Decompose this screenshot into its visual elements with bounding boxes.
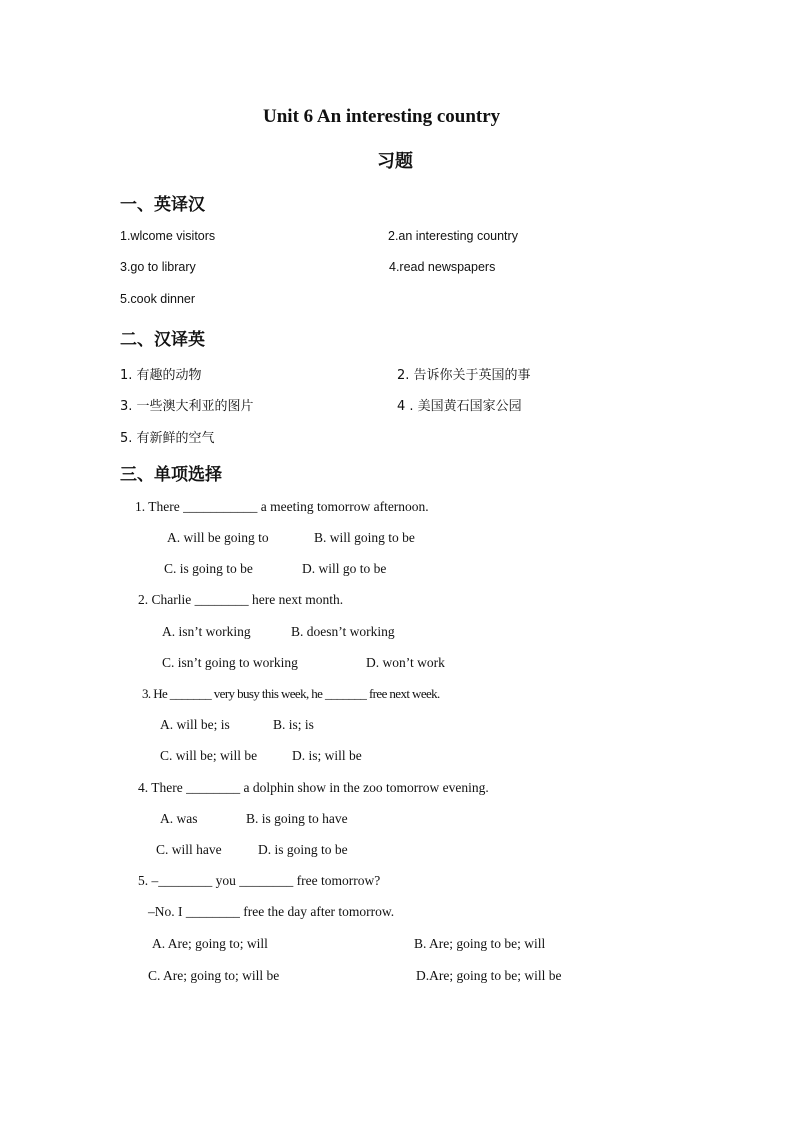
q5-option-b: B. Are; going to be; will — [414, 936, 546, 951]
s1-item-3: 3.go to library — [120, 260, 196, 274]
q2-stem: 2. Charlie ________ here next month. — [138, 592, 344, 607]
q4-option-a: A. was — [160, 811, 198, 826]
q5-option-d: D.Are; going to be; will be — [416, 968, 562, 983]
s2-item-1: 1. 有趣的动物 — [120, 368, 202, 383]
section-1-heading: 一、英译汉 — [120, 195, 205, 215]
section-2-heading: 二、汉译英 — [120, 330, 205, 350]
s2-item-4: 4 . 美国黄石国家公园 — [397, 399, 522, 414]
s2-item-3: 3. 一些澳大利亚的图片 — [120, 399, 254, 414]
s1-item-4: 4.read newspapers — [389, 260, 496, 274]
q3-option-b: B. is; is — [273, 717, 314, 732]
section-3-heading: 三、单项选择 — [120, 465, 222, 485]
q2-option-a: A. isn’t working — [162, 624, 251, 639]
q4-option-c: C. will have — [156, 842, 222, 857]
q3-option-a: A. will be; is — [160, 717, 230, 732]
q4-option-d: D. is going to be — [258, 842, 348, 857]
s1-item-5: 5.cook dinner — [120, 292, 196, 306]
q1-option-a: A. will be going to — [167, 530, 269, 545]
q2-option-d: D. won’t work — [366, 655, 445, 670]
worksheet-subtitle: 习题 — [377, 151, 413, 172]
q1-option-d: D. will go to be — [302, 561, 387, 576]
q5-option-c: C. Are; going to; will be — [148, 968, 280, 983]
q1-option-c: C. is going to be — [164, 561, 253, 576]
q1-stem: 1. There ___________ a meeting tomorrow afternoon. — [135, 499, 429, 514]
q4-stem: 4. There ________ a dolphin show in the zoo tomorrow evening. — [138, 780, 489, 795]
s1-item-1: 1.wlcome visitors — [120, 229, 216, 243]
q5-answer-line: –No. I ________ free the day after tomorrow. — [148, 904, 395, 919]
q4-option-b: B. is going to have — [246, 811, 348, 826]
q2-option-c: C. isn’t going to working — [162, 655, 298, 670]
q3-stem: 3. He _______ very busy this week, he _______ free next week. — [142, 686, 440, 701]
q5-option-a: A. Are; going to; will — [152, 936, 268, 951]
s2-item-5: 5. 有新鲜的空气 — [120, 431, 215, 446]
q3-option-d: D. is; will be — [292, 748, 362, 763]
worksheet-title: Unit 6 An interesting country — [263, 106, 501, 127]
s2-item-2: 2. 告诉你关于英国的事 — [397, 368, 531, 383]
q2-option-b: B. doesn’t working — [291, 624, 395, 639]
q1-option-b: B. will going to be — [314, 530, 415, 545]
q5-stem: 5. –________ you ________ free tomorrow? — [138, 873, 381, 888]
q3-option-c: C. will be; will be — [160, 748, 258, 763]
s1-item-2: 2.an interesting country — [388, 229, 518, 243]
